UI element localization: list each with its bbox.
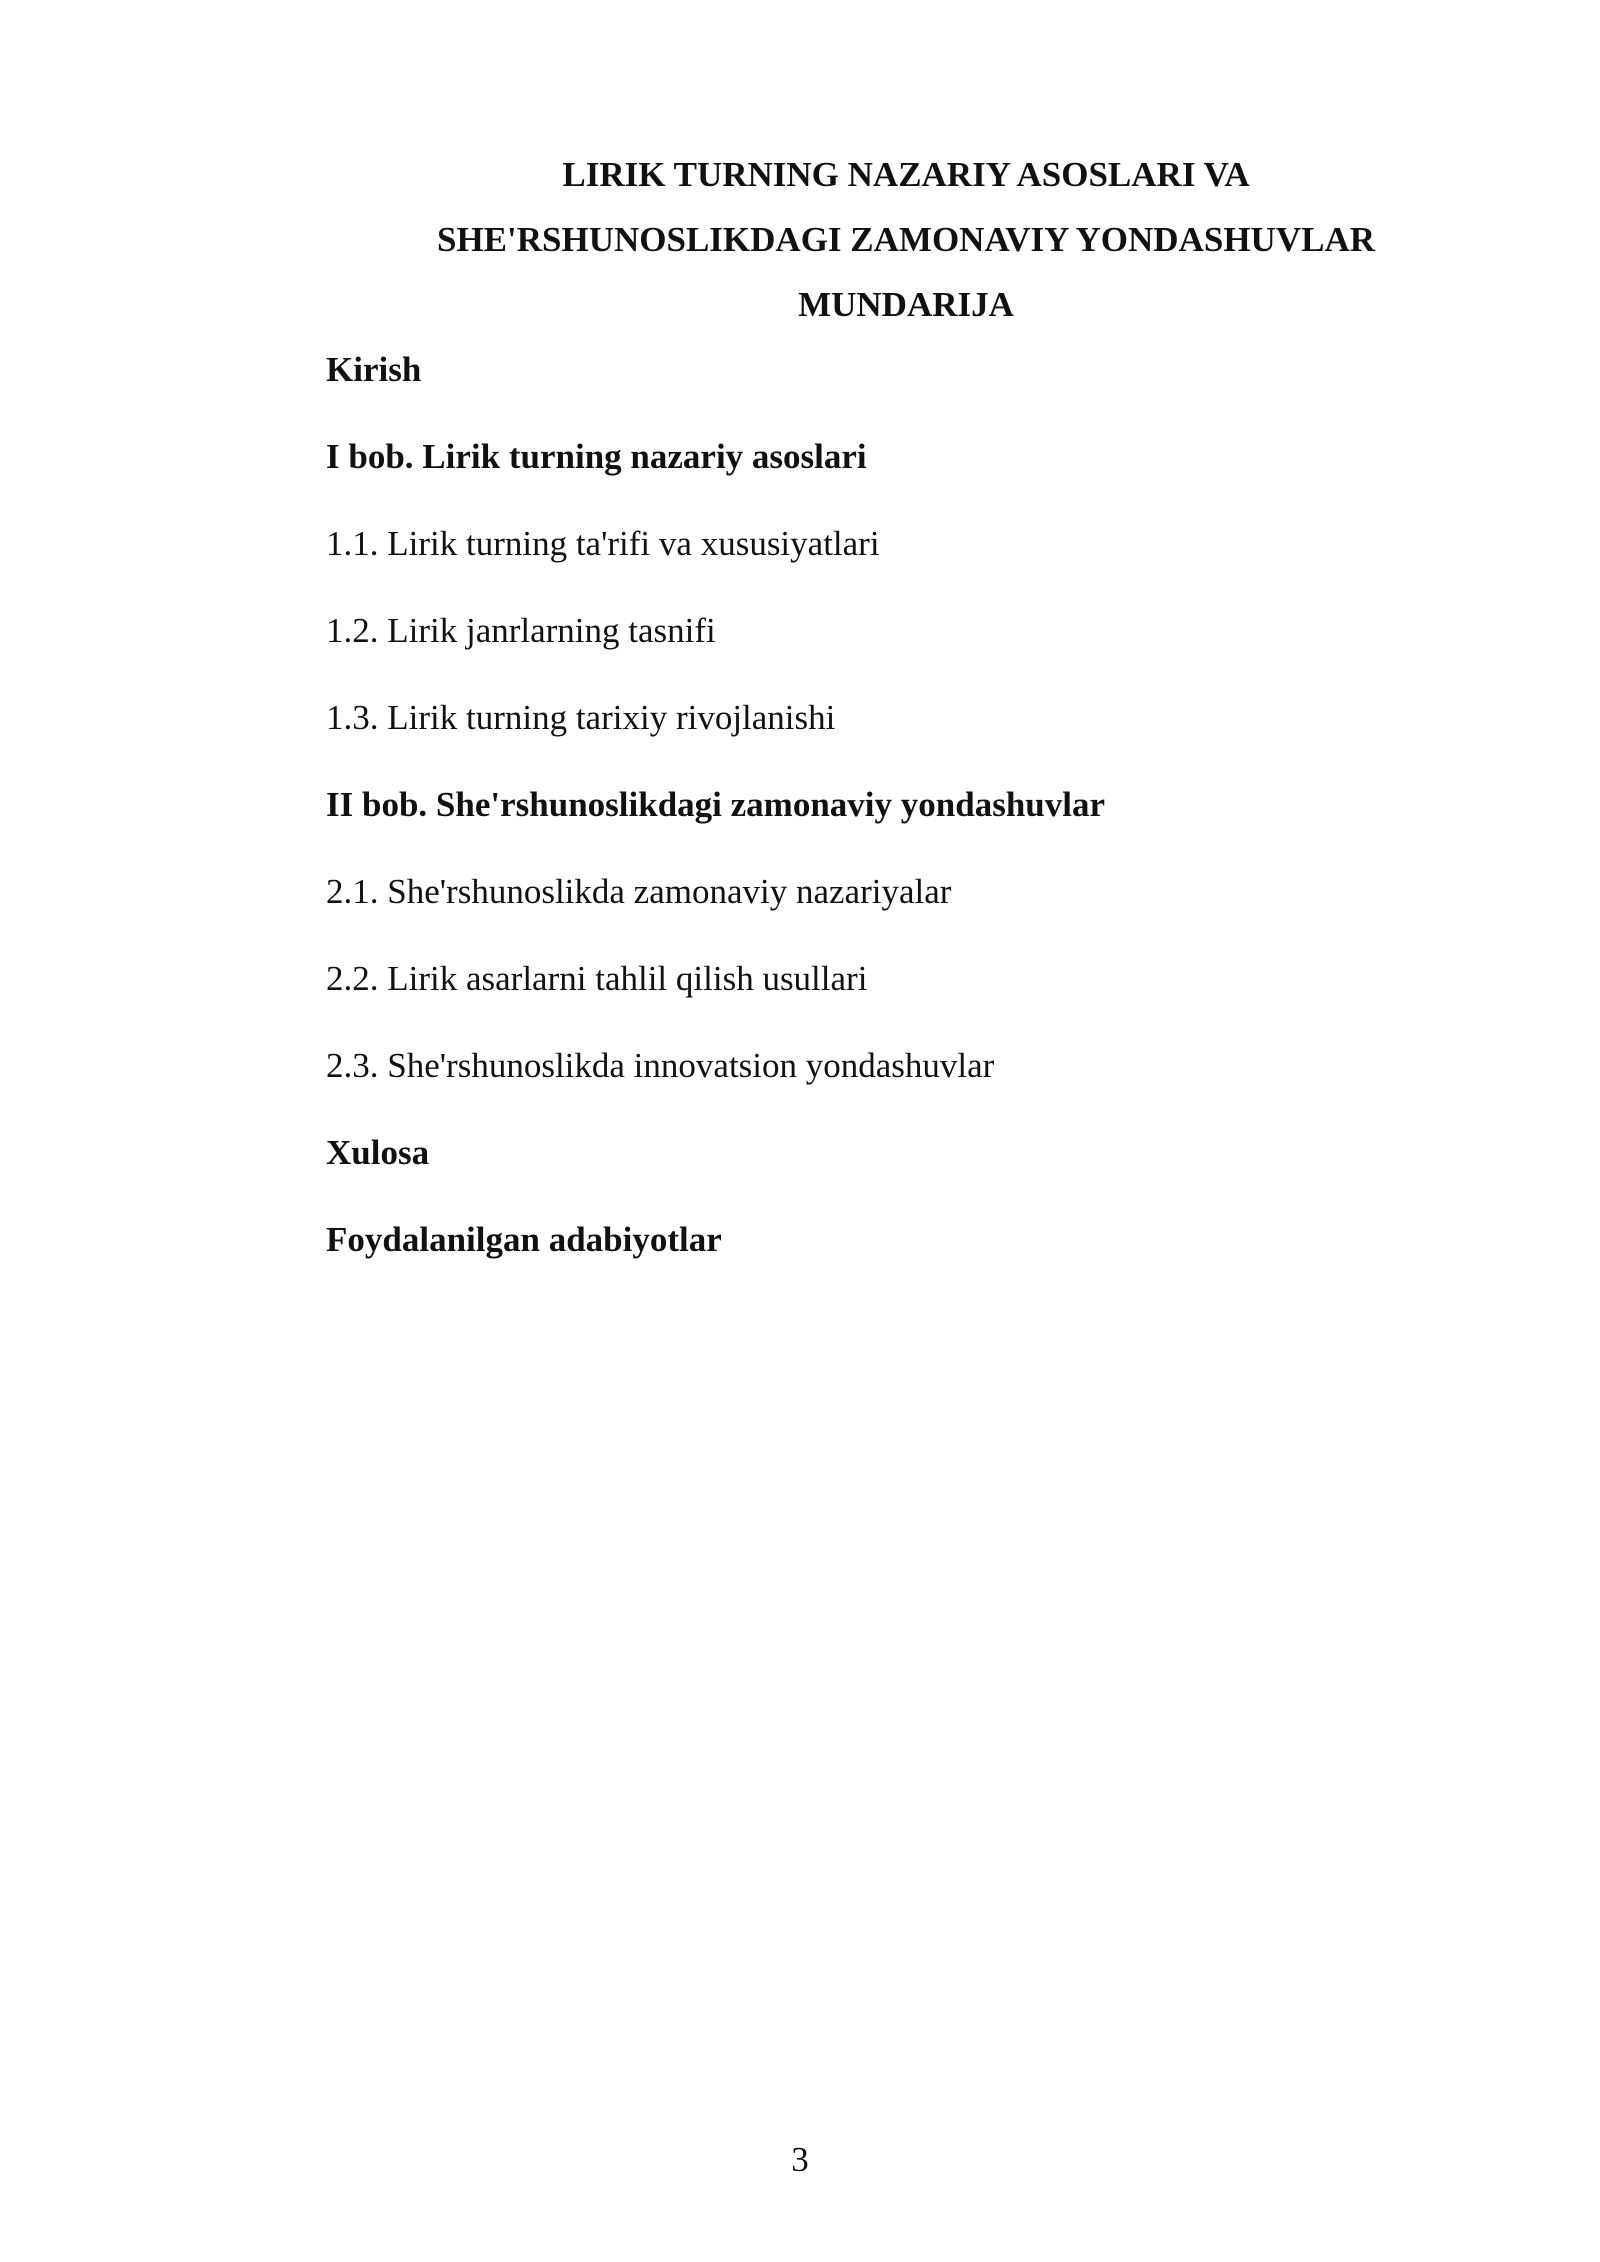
toc-entry-references: Foydalanilgan adabiyotlar <box>326 1220 722 1259</box>
toc-entry-section-1-3: 1.3. Lirik turning tarixiy rivojlanishi <box>326 698 836 737</box>
toc-entry-conclusion: Xulosa <box>326 1133 430 1172</box>
toc-entry-section-2-3: 2.3. She'rshunoslikda innovatsion yondashuvlar <box>326 1046 995 1085</box>
contents-heading: MUNDARIJA <box>798 285 1014 324</box>
table-of-contents <box>326 0 1486 2262</box>
document-title-line-1: LIRIK TURNING NAZARIY ASOSLARI VA <box>562 155 1250 194</box>
toc-entry-chapter-1: I bob. Lirik turning nazariy asoslari <box>326 437 867 476</box>
document-title-line-2: SHE'RSHUNOSLIKDAGI ZAMONAVIY YONDASHUVLAR <box>436 220 1375 259</box>
toc-entry-chapter-2: II bob. She'rshunoslikdagi zamonaviy yondashuvlar <box>326 785 1106 824</box>
toc-entry-section-1-2: 1.2. Lirik janrlarning tasnifi <box>326 611 716 650</box>
toc-entry-section-1-1: 1.1. Lirik turning ta'rifi va xususiyatlari <box>326 524 880 563</box>
toc-entry-section-2-2: 2.2. Lirik asarlarni tahlil qilish usullari <box>326 959 868 998</box>
toc-entry-section-2-1: 2.1. She'rshunoslikda zamonaviy nazariyalar <box>326 872 952 911</box>
toc-entry-introduction: Kirish <box>326 350 422 389</box>
page-number: 3 <box>791 2140 809 2179</box>
